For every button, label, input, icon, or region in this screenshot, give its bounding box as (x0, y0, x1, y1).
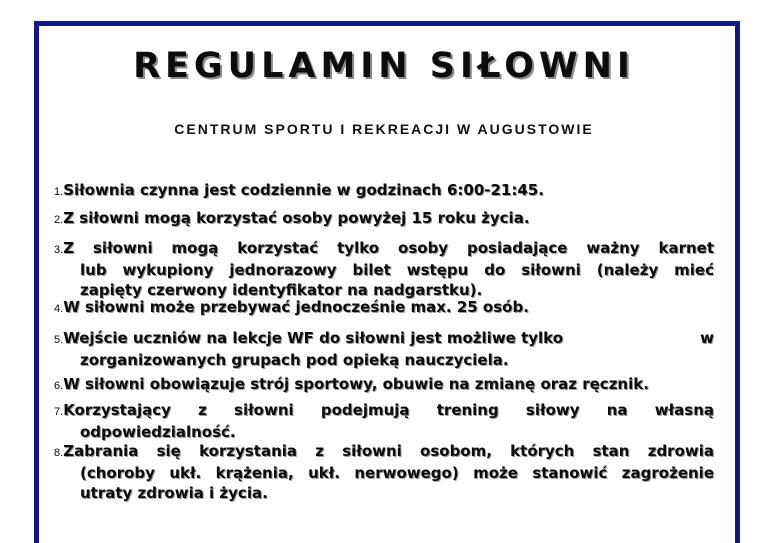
rule-item-5 (54, 328, 714, 370)
rule-text: Zabrania się korzystania z siłowni osobom, których stan zdrowia (63, 442, 714, 460)
rule-item-3 (54, 238, 714, 300)
rule-text: (choroby ukł. krążenia, ukł. nerwowego) może stanowić zagrożenie (80, 464, 714, 482)
rule-text: Wejście uczniów na lekcje WF do siłowni jest możliwe tylko (63, 329, 564, 347)
rule-item-6 (54, 374, 714, 396)
page-subtitle: CENTRUM SPORTU I REKREACJI W AUGUSTOWIE (174, 121, 594, 137)
rule-text: lub wykupiony jednorazowy bilet wstępu do siłowni (należy mieć (80, 261, 714, 279)
rule-number: 2. (54, 214, 64, 226)
rule-number: 3. (54, 244, 64, 256)
rule-text: utraty zdrowia i życia. (80, 484, 268, 502)
rule-text: Korzystający z siłowni podejmują trening siłowy na własną (63, 401, 714, 419)
rule-item-8 (54, 441, 714, 503)
rule-number: 6. (54, 380, 64, 392)
rule-item-1 (54, 180, 714, 202)
rule-text: zapięty czerwony identyfikator na nadgarstku). (80, 281, 483, 299)
rule-number: 4. (54, 303, 64, 315)
rule-item-4 (54, 297, 714, 319)
rule-number: 1. (54, 186, 64, 198)
rule-text: zorganizowanych grupach pod opieką nauczyciela. (80, 351, 509, 369)
rule-number: 8. (54, 447, 64, 459)
rule-text: w (700, 329, 714, 347)
rule-text: Siłownia czynna jest codziennie w godzinach 6:00-21:45. (63, 181, 544, 199)
page-title: REGULAMIN SIŁOWNI (133, 46, 635, 86)
rule-text: W siłowni obowiązuje strój sportowy, obuwie na zmianę oraz ręcznik. (63, 375, 649, 393)
rule-text: Z siłowni mogą korzystać tylko osoby posiadające ważny karnet (63, 239, 714, 257)
rule-text: Z siłowni mogą korzystać osoby powyżej 15 roku życia. (63, 209, 530, 227)
rule-text: W siłowni może przebywać jednocześnie max. 25 osób. (63, 298, 529, 316)
rule-number: 5. (54, 334, 64, 346)
rule-text: odpowiedzialność. (80, 423, 236, 441)
rule-item-2 (54, 208, 714, 230)
rule-number: 7. (54, 406, 64, 418)
rule-item-7 (54, 400, 714, 442)
